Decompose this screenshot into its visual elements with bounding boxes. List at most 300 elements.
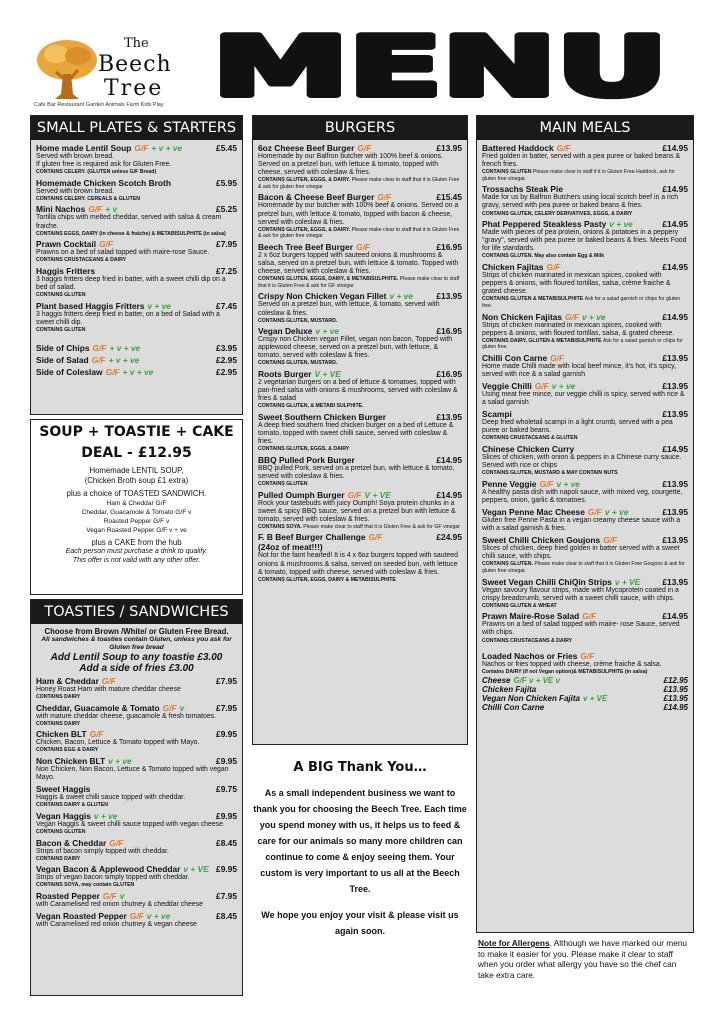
item-name	[36, 343, 140, 353]
tagline: Cafe Bar Restaurant Garden Animals Farm Kids Play	[34, 102, 164, 108]
thank-you-body: As a small independent business we want to thank you for choosing the Beech Tree. Each time you spend money with us, it helps us to feed & care for our animals so many more children can continue to come & enjoy seeing them. Your custom is very important to us all at the Beech Tree.	[253, 788, 467, 894]
item-allergens	[258, 318, 462, 325]
item-name	[36, 864, 209, 874]
toasties-intro-1: Choose from Brown /White/ or Gluten Free Bread.	[44, 627, 229, 636]
gluten-free-tag: G/F	[91, 354, 106, 365]
menu-item	[36, 266, 237, 299]
item-name	[36, 729, 104, 739]
item-allergens	[36, 257, 237, 264]
menu-item	[36, 784, 237, 809]
item-name-text: Bacon & Cheddar	[36, 837, 107, 848]
menu-item	[258, 532, 462, 583]
deal-panel	[30, 419, 243, 595]
item-name	[482, 577, 640, 587]
menu-item	[258, 412, 462, 453]
item-price: £14.95	[662, 611, 688, 622]
menu-item-row	[482, 219, 688, 229]
menu-item	[482, 479, 688, 505]
item-name-text: Homemade Chicken Scotch Broth	[36, 177, 171, 188]
allergen-text: CONTAINS GLUTEN. May also contain Egg & Milk	[482, 253, 605, 260]
menu-item-row	[36, 911, 237, 921]
toasties-add-1: Add Lentil Soup to any toastie £3.00	[50, 652, 223, 663]
menu-item-row	[482, 353, 688, 363]
item-price: £7.25	[216, 265, 237, 276]
menu-item-row	[36, 367, 237, 377]
menu-item-row	[482, 444, 688, 454]
allergen-text: CONTAINS GLUTEN, CELERY DERIVATIVES, EGGS, & DAIRY	[482, 210, 633, 217]
menu-item-row	[482, 381, 688, 391]
item-price: £13.95	[662, 535, 688, 546]
menu-item-row	[258, 532, 462, 542]
item-name-text: Beech Tree Beef Burger	[258, 241, 353, 252]
gluten-free-tag: G/F	[89, 729, 104, 740]
item-name	[36, 891, 124, 901]
menu-item-row	[36, 676, 237, 686]
item-name	[482, 353, 564, 363]
item-description: Haggis & sweet chilli sauce topped with cheddar.	[36, 794, 185, 802]
allergy-note	[478, 938, 694, 980]
menu-item	[36, 367, 237, 377]
item-price: £7.95	[216, 676, 237, 686]
vegan-tag: v + VE	[614, 576, 641, 587]
item-name-text: Haggis Fritters	[36, 265, 96, 276]
menu-item	[36, 838, 237, 863]
allergen-text: CONTAINS DAIRY	[36, 694, 81, 701]
tree-icon	[34, 36, 100, 102]
gluten-free-tag: G/F	[88, 204, 103, 215]
item-name	[36, 911, 170, 921]
nachos-option	[482, 685, 688, 694]
item-description: Crispy non Chicken vegan Fillet, vegan non bacon, Topped with applewood cheese, served on a pretzel bun, with lettuce, & tomato, served with coleslaw & fries.	[258, 336, 453, 360]
item-allergens	[258, 360, 462, 367]
deal-line-2: (Chicken Broth soup £1 extra)	[84, 476, 189, 485]
item-name-text: Sweet Chilli Chicken Goujons	[482, 535, 601, 546]
gluten-free-tag: G/F	[102, 891, 117, 901]
item-description: Vegan savoury flavour strips, made with Mycoprotein coated in a crispy breadcrumb, served with a sweet chilli sauce, with chips.	[482, 586, 679, 602]
brand-beech: Beech	[98, 52, 172, 77]
item-price: £13.95	[436, 143, 462, 153]
item-allergens	[258, 227, 462, 240]
item-description: BBQ pulled Pork, served on a pretzel bun, with lettuce & tomato, served with coleslaw & fries.	[258, 464, 455, 480]
item-name-text: Chilli Con Carne	[482, 352, 548, 363]
item-allergens	[258, 177, 462, 190]
gluten-free-tag: G/F	[105, 366, 120, 377]
item-name	[482, 444, 574, 454]
menu-item-row	[36, 729, 237, 739]
nachos-option-text: Vegan Non Chicken Fajita	[482, 693, 580, 703]
menu-item	[36, 811, 237, 836]
item-name-text: Scampi	[482, 409, 512, 420]
menu-item	[482, 611, 688, 644]
allergen-note: Please make clear to staff that it is Gluten Free & ask for GF vinegar	[303, 523, 461, 530]
item-allergens	[36, 802, 237, 809]
allergen-text: CONTAINS GLUTEN	[482, 169, 533, 176]
brand-the: The	[124, 36, 149, 51]
menu-item	[36, 355, 237, 365]
nachos-option-name	[482, 694, 607, 703]
item-price: £14.95	[662, 219, 688, 230]
nachos-option	[482, 703, 688, 712]
menu-item	[258, 192, 462, 239]
toasties-add-2: Add a side of fries £3.00	[79, 663, 194, 674]
allergen-text: CONTAINS GLUTEN, EGGS, DAIRY, & METABISULPHITE.	[258, 276, 400, 283]
item-name-text: Bacon & Cheese Beef Burger	[258, 192, 375, 203]
item-price: £13.95	[436, 291, 462, 302]
allergen-text: CONTAINS GLUTEN, EGGS, & DAIRY	[258, 446, 350, 453]
item-name-text: Cheddar, Guacamole & Tomato	[36, 702, 160, 713]
item-allergens	[36, 196, 237, 203]
item-name	[36, 239, 113, 249]
gluten-free-tag: G/F	[109, 837, 124, 848]
item-allergens	[482, 470, 688, 477]
item-price: £14.95	[662, 444, 688, 455]
nachos-option-price: £13.95	[663, 684, 688, 694]
menu-item-row	[258, 369, 462, 379]
allergen-text: CONTAINS GLUTEN, EGGS, & DAIRY.	[258, 226, 352, 233]
menu-item-row	[36, 178, 237, 188]
deal-line-3: plus a choice of TOASTED SANDWICH.	[66, 489, 207, 498]
menu-item	[36, 343, 237, 353]
item-price: £2.95	[216, 366, 237, 377]
menu-item-row	[482, 262, 688, 272]
item-name-text: Vegan Deluxe	[258, 326, 313, 337]
item-name-text: BBQ Pulled Pork Burger	[258, 454, 355, 465]
item-name-text: Ham & Cheddar	[36, 676, 99, 686]
menu-item	[482, 219, 688, 260]
menu-item	[482, 409, 688, 442]
item-name-text: Side of Chips	[36, 342, 90, 353]
menu-item-row	[482, 611, 688, 621]
nachos-section	[477, 648, 693, 712]
deal-options	[31, 499, 242, 535]
item-price: £14.95	[436, 489, 462, 500]
menu-item-row	[258, 143, 462, 153]
thank-you-title: A BIG Thank You…	[293, 760, 427, 775]
allergen-text: CONTAINS GLUTEN	[258, 481, 308, 487]
item-description: 2 x 6oz burgers topped with sauteed onions & mushrooms & salsa, served on a pretzel bun, with lettuce & tomato. Topped with cheese, served with coleslaw & fries.	[258, 251, 459, 276]
allergen-text: CONTAINS GLUTEN, MUSTARD.	[258, 360, 338, 367]
item-name-text: F. B Beef Burger Challenge	[258, 532, 366, 543]
allergen-note: Please make clear to staff if it is Gluten Free Haddock, ask for gluten free vinegar.	[482, 169, 675, 182]
item-name-text: Prawn Maire-Rose Salad	[482, 611, 580, 622]
item-name	[482, 479, 580, 489]
starters-heading: SMALL PLATES & STARTERS	[31, 116, 242, 140]
nachos-name-text: Loaded Nachos or Fries	[482, 651, 578, 662]
menu-item-row	[36, 266, 237, 276]
item-allergens	[482, 211, 688, 218]
item-name-text: Side of Coleslaw	[36, 366, 103, 377]
allergen-text: CONTAINS CRUSTACEANS & DAIRY	[36, 257, 127, 264]
item-allergens	[36, 169, 237, 176]
item-name	[258, 490, 391, 500]
allergen-text: CONTAINS EGG & DAIRY	[36, 747, 99, 754]
vegan-tag: v + ve	[556, 478, 580, 489]
menu-item	[482, 577, 688, 610]
menu-item	[482, 262, 688, 309]
deal-line-1: Homemade LENTIL SOUP,	[89, 466, 184, 475]
item-allergens	[482, 338, 688, 351]
item-description: Non Chicken, Non Bacon, Lettuce & Tomato topped with vegan Mayo.	[36, 766, 229, 782]
item-description: 3 haggis fritters deep fried in batter, on a bed of Salad with a sweet chilli dip.	[36, 310, 220, 326]
item-allergens	[482, 435, 688, 442]
item-price: £5.25	[216, 204, 237, 215]
vegan-tag: + v + ve	[109, 342, 141, 353]
item-name-text: Chicken BLT	[36, 729, 87, 740]
vegan-tag: v	[119, 891, 125, 901]
menu-item-row	[482, 535, 688, 545]
item-description: Deep fried wholetail scampi in a light crumb, served with a pea puree or baked beans.	[482, 419, 673, 435]
item-description-2: If gluten free is required ask for Gluten Free.	[36, 161, 172, 169]
menu-item	[36, 301, 237, 334]
item-allergens	[482, 638, 688, 645]
item-description: Served on a pretzel bun, with lettuce, & tomato, served with coleslaw & fries.	[258, 301, 440, 317]
item-name-text: Plant based Haggis Fritters	[36, 300, 145, 311]
vegan-tag: V + VE	[364, 489, 391, 500]
allergen-note: Please make clear to staff that it is Gluten Free & ask for gluten free vinegar	[258, 177, 460, 190]
allergen-text: CONTAINS EGGS, DAIRY (in cheese & fraiche) & METABISULPHITE (in salsa)	[36, 230, 226, 237]
item-price: £14.95	[436, 454, 462, 465]
allergy-label: Note for Allergens	[478, 938, 550, 948]
item-price: £5.95	[216, 177, 237, 188]
item-description: Prawns on a bed of salad topped with maire- rose Sauce, served with chips.	[482, 621, 680, 637]
item-name-text: Chicken Fajitas	[482, 262, 544, 273]
menu-item-row	[482, 577, 688, 587]
item-price: £13.95	[436, 411, 462, 422]
item-description: 2 vegetarian burgers on a bed of lettuce & tomatoes, topped with pan-fried salsa with onions & mushrooms, served with coleslaw & fries & salad	[258, 379, 458, 403]
menu-item-row	[482, 409, 688, 419]
item-price: £16.95	[436, 326, 462, 337]
item-name-text: Vegan Bacon & Applewood Cheddar	[36, 864, 181, 875]
menu-item	[258, 326, 462, 367]
item-price: £14.95	[662, 143, 688, 153]
mains-heading: MAIN MEALS	[477, 116, 693, 140]
allergen-note: Ask for a salad garnish or chips for gluten free.	[482, 296, 681, 309]
mains-list	[477, 140, 693, 644]
menu-item	[482, 184, 688, 217]
nachos-option-name	[482, 703, 544, 712]
allergen-text: CONTAINS GLUTEN & WHEAT	[482, 602, 557, 609]
item-name-text: Home made Lentil Soup	[36, 143, 132, 153]
item-allergens	[36, 231, 237, 238]
item-description: Made with pieces of pea protein, onions & potatoes in a peppery "gravy", served with pea puree or baked beans & fries. Meets Food for life standards.	[482, 229, 687, 253]
burgers-heading: BURGERS	[253, 116, 467, 140]
menu-item-row	[36, 703, 237, 713]
item-name	[482, 409, 512, 419]
item-name	[482, 381, 575, 391]
brand-tree: Tree	[104, 76, 164, 101]
menu-item-row	[258, 326, 462, 336]
gluten-free-tag: G/F	[129, 911, 144, 922]
item-allergens	[258, 524, 462, 531]
menu-item	[36, 204, 237, 237]
item-description: A deep fried southern fried chicken burger on a bed of Lettuce & tomato, topped with sweet chilli sauce, served with coleslaw & fries.	[258, 421, 454, 446]
item-price: £13.95	[662, 576, 688, 587]
item-name	[36, 301, 171, 311]
item-name	[36, 266, 95, 276]
allergen-text: CONTAINS GLUTEN, EGGS, & DAIRY.	[258, 177, 352, 184]
gluten-free-tag: G/F	[134, 143, 149, 153]
menu-item-row	[482, 312, 688, 322]
allergen-text: CONTAINS DAIRY	[36, 855, 81, 862]
toasties-heading: TOASTIES / SANDWICHES	[31, 600, 242, 624]
item-price: £8.45	[216, 837, 237, 848]
gluten-free-tag: G/F	[377, 192, 392, 203]
item-subtitle: (24oz of meat!!!)	[258, 542, 323, 553]
item-name	[482, 535, 617, 545]
item-price: £14.95	[662, 184, 688, 195]
nachos-description: Nachos or fries topped with cheese, crème fraiche & salsa.	[482, 661, 662, 669]
item-allergens	[482, 253, 688, 260]
menu-item	[482, 381, 688, 407]
item-allergens	[482, 169, 688, 182]
allergen-text: CONTAINS GLUTEN, MUSTARD.	[258, 317, 338, 324]
deal-option: Ham & Cheddar G/F	[106, 500, 167, 507]
item-name-text: Penne Veggie	[482, 478, 537, 489]
menu-item	[36, 676, 237, 701]
menu-item-row	[482, 507, 688, 517]
burgers-list	[253, 140, 467, 583]
gluten-free-tag: G/F	[99, 239, 114, 250]
vegan-tag: v + VE	[183, 864, 209, 875]
menu-item	[36, 239, 237, 264]
allergen-note: Please make clear to staff that it is Gluten Free Goujons & ask for gluten free vinegar.	[482, 561, 685, 574]
item-name	[482, 219, 633, 229]
item-name	[258, 326, 339, 336]
item-allergens	[258, 577, 462, 584]
menu-item	[36, 864, 237, 889]
gluten-free-tag: G/F	[92, 342, 107, 353]
item-price: £13.95	[662, 507, 688, 517]
allergen-text: CONTAINS GLUTEN.	[482, 561, 535, 568]
allergen-text: CONTAINS DAIRY & GLUTEN	[36, 802, 108, 809]
allergen-text: CONTAINS DAIRY	[36, 720, 81, 727]
item-name-text: 6oz Cheese Beef Burger	[258, 143, 355, 153]
deal-note-2: This offer is not valid with any other offer.	[72, 556, 201, 564]
vegan-tag: + v	[105, 204, 118, 215]
item-description: Home made Chilli made with local beef mince, it's hot, it's spicy, served with rice & a salad garnish	[482, 362, 676, 378]
item-price: £16.95	[436, 241, 462, 252]
vegan-tag: + v + ve	[108, 354, 140, 365]
item-name-text: Veggie Chilli	[482, 381, 532, 392]
menu-item	[36, 703, 237, 728]
item-name	[482, 507, 628, 517]
menu-item-row	[482, 143, 688, 153]
menu-item	[36, 911, 237, 929]
item-name	[258, 242, 370, 252]
menu-title	[205, 32, 675, 102]
menu-item-row	[36, 239, 237, 249]
thank-you-section	[252, 760, 468, 939]
item-price: £8.45	[216, 911, 237, 922]
item-price: £24.95	[436, 532, 462, 543]
menu-item	[482, 312, 688, 351]
allergen-text: CONTAINS SOYA, may contain GLUTEN	[36, 882, 135, 889]
gluten-free-tag: G/F	[580, 651, 595, 662]
allergen-text: CONTAINS GLUTEN, & METABI SULPHITE.	[258, 403, 364, 410]
menu-item-row	[258, 291, 462, 301]
menu-item-row	[36, 204, 237, 214]
allergen-text: CONTAINS SOYA.	[258, 523, 304, 530]
menu-item	[258, 143, 462, 190]
gluten-free-tag: G/F	[357, 143, 372, 153]
menu-item	[36, 756, 237, 782]
item-description: Rock your tastebuds with juicy Oumph! Soya protein chunks in a sweet & spicy BBQ sauce, served on a pretzel bun with lettuce & tomato, served with coleslaw & fries.	[258, 499, 456, 523]
item-description: Strips of bacon simply topped with cheddar.	[36, 847, 169, 855]
item-price: £13.95	[662, 352, 688, 363]
gluten-free-tag: G/F	[556, 143, 571, 153]
deal-title-1: SOUP + TOASTIE + CAKE	[39, 424, 234, 440]
gluten-free-tag: G/F	[539, 478, 554, 489]
menu-item	[482, 353, 688, 379]
allergy-text: . Although we have marked our menu to make it easier for you. Please make it clear to staff when you order what allergy you have so the chef can take extra care.	[478, 938, 688, 980]
menu-item-row	[36, 838, 237, 848]
item-name	[258, 192, 391, 202]
item-name	[36, 676, 116, 686]
item-name-text: Roasted Pepper	[36, 891, 100, 901]
item-name	[36, 367, 153, 377]
gluten-free-tag: G/F	[101, 676, 116, 686]
item-name-text: Crispy Non Chicken Vegan Fillet	[258, 291, 387, 302]
item-name-text: Sweet Haggis	[36, 784, 91, 795]
deal-option: Roasted Pepper G/F v	[103, 518, 170, 525]
gluten-free-tag: G/F	[582, 611, 597, 622]
gluten-free-tag: G/F	[534, 381, 549, 392]
vegan-tag: v + ve	[93, 810, 118, 821]
item-price: £16.95	[436, 369, 462, 380]
item-description: Chicken, Bacon, Lettuce & Tomato topped with Mayo.	[36, 739, 200, 747]
menu-item	[258, 291, 462, 324]
item-description: Vegan Haggis & sweet chilli sauce topped with vegan cheese.	[36, 820, 225, 828]
item-name	[36, 703, 184, 713]
item-name-text: Chinese Chicken Curry	[482, 444, 575, 455]
deal-title-2: DEAL - £12.95	[81, 445, 192, 461]
deal-option: Vegan Roasted Pepper G/F v + ve	[86, 527, 187, 534]
nachos-option-name	[482, 676, 560, 685]
item-name	[36, 811, 117, 821]
item-price: £7.95	[216, 891, 237, 901]
item-allergens	[482, 561, 688, 574]
item-description: Fried golden in batter, served with a pea puree or baked beans & french fries.	[482, 153, 681, 169]
item-name	[482, 184, 563, 194]
item-description: with mature cheddar cheese, guacamole & fresh tomatoes.	[36, 712, 217, 720]
item-name	[258, 455, 355, 465]
item-allergens	[36, 721, 237, 728]
menu-item-row	[258, 242, 462, 252]
menu-item	[482, 507, 688, 533]
item-name-text: Sweet Vegan Chilli ChiQin Strips	[482, 576, 612, 587]
nachos-option-text: Chicken Fajita	[482, 684, 537, 694]
item-name	[36, 143, 182, 153]
item-price: £14.95	[662, 262, 688, 273]
item-price: £7.95	[216, 702, 237, 713]
vegan-tag: V + VE	[314, 369, 341, 380]
item-price: £13.95	[662, 381, 688, 392]
item-price: £9.95	[216, 864, 237, 875]
item-name-text: Phat Peppered Steakless Pasty	[482, 219, 607, 230]
vegan-tag: v + VE	[582, 693, 608, 703]
item-name-text: Mini Nachos	[36, 204, 86, 215]
allergen-text: CONTAINS GLUTEN, MUSTARD & MAY CONTAIN NUTS	[482, 470, 618, 477]
vegan-tag: v + ve	[604, 507, 629, 517]
menu-item-row	[258, 412, 462, 422]
toasties-intro-2: All sandwiches & toasties contain Gluten, unless you ask for Gluten free bread	[41, 636, 232, 651]
item-name-text: Vegan Roasted Pepper	[36, 911, 127, 922]
item-name-text: Pulled Oumph Burger	[258, 489, 345, 500]
menu-item-row	[36, 811, 237, 821]
item-price: £2.95	[216, 354, 237, 365]
vegan-tag: v + ve	[609, 219, 633, 230]
item-description: Strips of chicken marinated in mexican spices, cooked with peppers & onions, with floured tortillas, salsa, crème fraiche & grated cheese.	[482, 272, 671, 296]
